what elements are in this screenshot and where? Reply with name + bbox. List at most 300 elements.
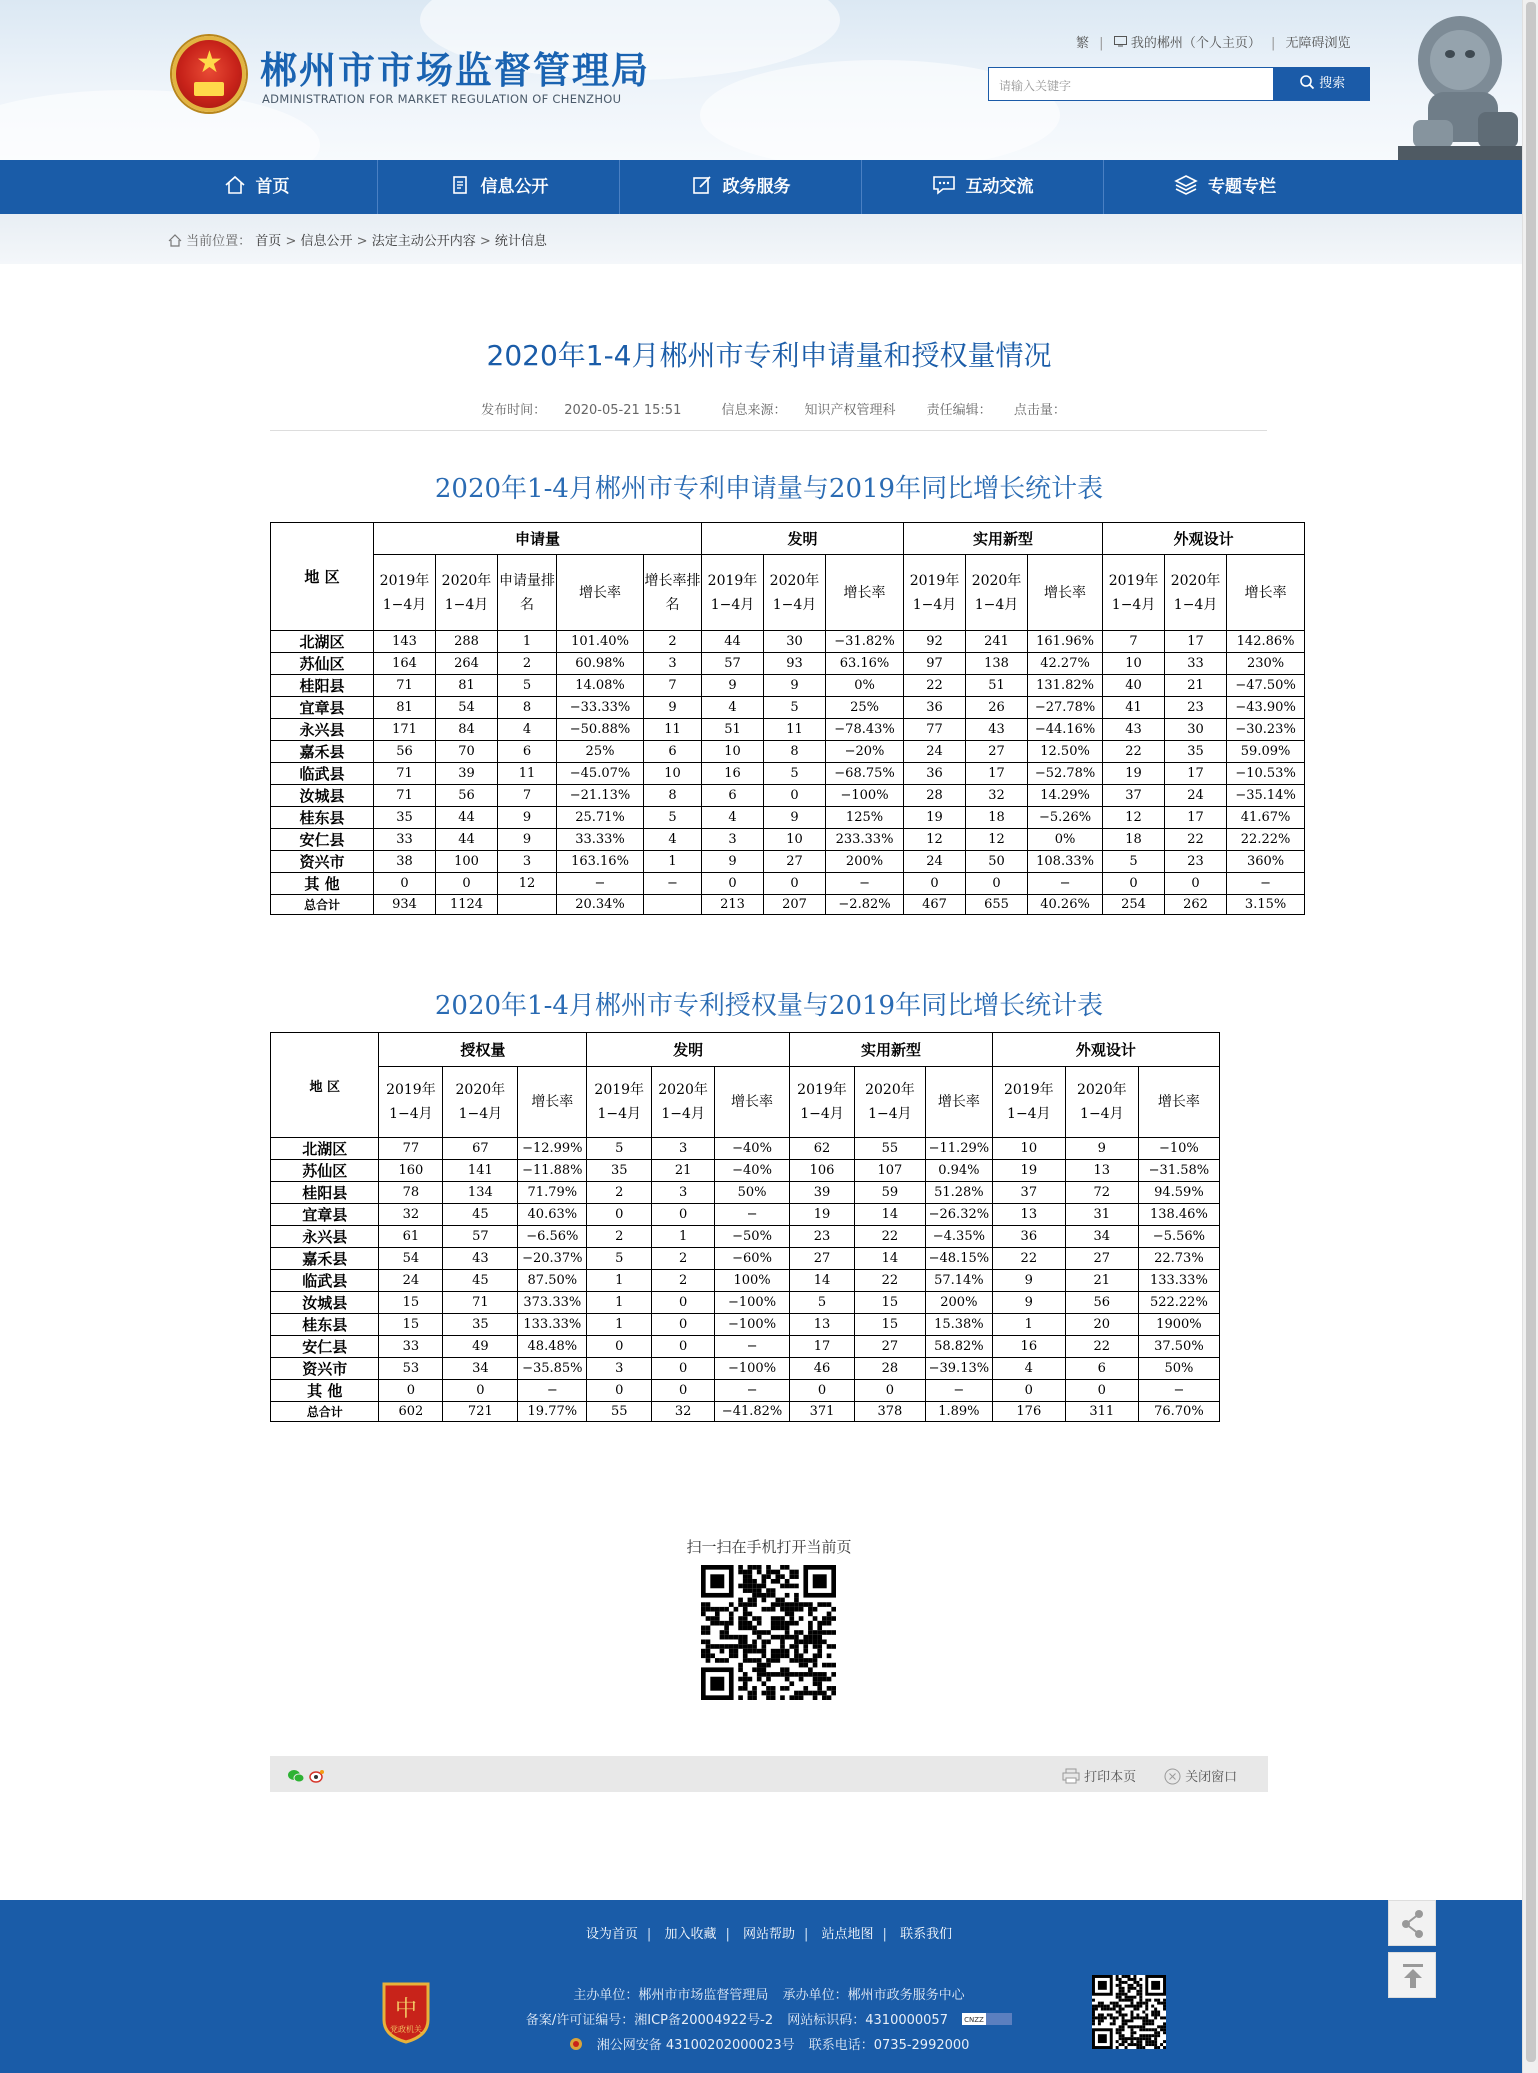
table-cell: 19 (992, 1160, 1065, 1182)
qr-module (785, 1612, 790, 1617)
qr-module (813, 1653, 818, 1658)
scrollbar[interactable] (1522, 0, 1538, 2073)
qr-module (808, 1667, 813, 1672)
qr-module (780, 1626, 785, 1631)
table-cell: 70 (436, 741, 498, 763)
table-cell: 8 (644, 785, 702, 807)
qr-module (766, 1677, 771, 1682)
table-cell: 176 (992, 1402, 1065, 1422)
qr-module (1119, 2025, 1122, 2028)
qr-module (715, 1612, 720, 1617)
table2-title: 2020年1-4月郴州市专利授权量与2019年同比增长统计表 (434, 991, 1104, 1021)
table-cell: 3 (702, 829, 764, 851)
search-button[interactable] (1274, 67, 1370, 101)
qr-module (734, 1649, 739, 1654)
qr-module (1104, 2008, 1107, 2011)
qr-module (729, 1602, 734, 1607)
qr-module (775, 1649, 780, 1654)
table-cell: 378 (854, 1402, 925, 1422)
table-cell: 200% (925, 1292, 992, 1314)
table-cell: −20% (826, 741, 904, 763)
footer-link-contact[interactable]: 联系我们 (900, 1927, 953, 1942)
qr-module (748, 1644, 753, 1649)
table-cell: 4 (992, 1358, 1065, 1380)
qr-module (1128, 1996, 1131, 1999)
qr-module (1116, 2046, 1119, 2049)
chat-icon (932, 177, 966, 197)
table-cell: 14.08% (557, 675, 644, 697)
breadcrumb-item-statutory[interactable]: 法定主动公开内容 (371, 234, 476, 249)
qr-module (789, 1607, 794, 1612)
table-cell: 5 (587, 1138, 652, 1160)
qr-module (738, 1635, 743, 1640)
qr-module (748, 1649, 753, 1654)
table-row (271, 1314, 1220, 1336)
page-title: 2020年1-4月郴州市专利申请量和授权量情况 (486, 339, 1052, 372)
site-footer (0, 1900, 1538, 2073)
qr-module (766, 1588, 771, 1593)
table-cell: 1 (587, 1292, 652, 1314)
nav-interaction[interactable] (862, 160, 1104, 214)
qr-module (762, 1598, 767, 1603)
table-cell: 12.50% (1028, 741, 1103, 763)
breadcrumb-item-info[interactable]: 信息公开 (300, 234, 353, 249)
column-header: 增长率 (925, 1067, 992, 1138)
qr-module (1154, 2043, 1157, 2046)
qr-module (808, 1630, 813, 1635)
table-cell: 42.27% (1028, 653, 1103, 675)
table-cell: 22.22% (1227, 829, 1305, 851)
table-cell: 27 (1065, 1248, 1138, 1270)
weibo-icon[interactable] (309, 1768, 325, 1787)
qr-module (1098, 2019, 1101, 2022)
qr-module (1125, 2037, 1128, 2040)
region-name: 苏仙区 (271, 653, 374, 675)
qr-module (1125, 1996, 1128, 1999)
qr-module (827, 1644, 832, 1649)
table-cell: 0 (652, 1204, 715, 1226)
table-cell: 311 (1065, 1402, 1138, 1422)
qr-module (775, 1616, 780, 1621)
table-row (271, 763, 1305, 785)
breadcrumb-item-statistics[interactable]: 统计信息 (494, 234, 547, 249)
table-cell: 11 (764, 719, 826, 741)
qr-module (822, 1695, 827, 1700)
qr-module (762, 1639, 767, 1644)
search-input[interactable]: 请输入关键字 (988, 67, 1274, 101)
column-header: 2019年1−4月 (374, 555, 436, 631)
qr-module (780, 1607, 785, 1612)
table-cell: 63.16% (826, 653, 904, 675)
stone-lion-image (1368, 2, 1533, 160)
qr-module (1098, 2002, 1101, 2005)
breadcrumb-item-home[interactable]: 首页 (255, 234, 282, 249)
qr-module (1125, 2005, 1128, 2008)
qr-module (1163, 1999, 1166, 2002)
table-cell: 9 (644, 697, 702, 719)
qr-module (785, 1630, 790, 1635)
qr-module (1142, 2025, 1145, 2028)
qr-module (1151, 1981, 1160, 1990)
table-cell: 22 (1165, 829, 1227, 851)
table-cell: 21 (1065, 1270, 1138, 1292)
qr-module (817, 1639, 822, 1644)
qr-module (1125, 1993, 1128, 1996)
qr-module (752, 1588, 757, 1593)
qr-module (1142, 2016, 1145, 2019)
site-header (0, 0, 1538, 160)
qr-module (1130, 2037, 1133, 2040)
qr-module (1148, 2043, 1151, 2046)
table-cell: 45 (443, 1270, 518, 1292)
qr-module (1145, 2019, 1148, 2022)
qr-module (743, 1649, 748, 1654)
qr-module (1163, 2028, 1166, 2031)
table-cell: 1 (587, 1314, 652, 1336)
table-cell: 160 (379, 1160, 443, 1182)
qr-module (831, 1686, 836, 1691)
qr-module (766, 1672, 771, 1677)
qr-module (1122, 2016, 1125, 2019)
qr-module (1128, 1987, 1131, 1990)
column-header: 2019年1−4月 (587, 1067, 652, 1138)
qr-module (724, 1658, 729, 1663)
source-value: 知识产权管理科 (804, 403, 896, 418)
qr-module (1133, 2005, 1136, 2008)
qr-module (794, 1658, 799, 1663)
qr-module (743, 1612, 748, 1617)
qr-module (738, 1667, 743, 1672)
qr-module (1139, 2005, 1142, 2008)
qr-module (822, 1616, 827, 1621)
qr-module (1160, 2028, 1163, 2031)
table-row (271, 1138, 1220, 1160)
qr-module (817, 1691, 822, 1696)
qr-module (1142, 2011, 1145, 2014)
table-cell: 77 (379, 1138, 443, 1160)
column-header: 增长率 (1138, 1067, 1219, 1138)
table-cell: 14 (854, 1248, 925, 1270)
qr-module (706, 1639, 711, 1644)
qr-module (1119, 2005, 1122, 2008)
table-cell: 34 (443, 1358, 518, 1380)
qr-module (1092, 2016, 1095, 2019)
table-row (271, 1380, 1220, 1402)
table-cell: 12 (966, 829, 1028, 851)
qr-module (715, 1658, 720, 1663)
qr-module (748, 1691, 753, 1696)
traditional-chinese-link[interactable]: 繁 (1076, 36, 1090, 51)
qr-module (766, 1565, 771, 1570)
footer-icp[interactable]: 备案/许可证编号：湘ICP备20004922号-2 (525, 2013, 774, 2028)
qr-module (743, 1686, 748, 1691)
qr-module (1098, 2005, 1101, 2008)
svg-text:CNZZ: CNZZ (964, 2016, 984, 2024)
qr-module (780, 1649, 785, 1654)
column-header: 增长率 (518, 1067, 587, 1138)
table-cell: 34 (1065, 1226, 1138, 1248)
qr-module (748, 1602, 753, 1607)
qr-module (817, 1626, 822, 1631)
qr-module (757, 1672, 762, 1677)
qr-module (752, 1649, 757, 1654)
qr-module (743, 1602, 748, 1607)
qr-module (1133, 1981, 1136, 1984)
qr-module (831, 1644, 836, 1649)
qr-module (817, 1635, 822, 1640)
footer-police[interactable]: 湘公网安备 43100202000023号 (596, 2038, 795, 2053)
qr-module (729, 1612, 734, 1617)
table-cell: 94.59% (1138, 1182, 1219, 1204)
qr-module (1130, 2005, 1133, 2008)
scrollbar-thumb[interactable] (1526, 2, 1536, 2062)
table-cell: − (1028, 873, 1103, 895)
qr-module (1136, 1984, 1139, 1987)
qr-module (813, 1644, 818, 1649)
qr-module (799, 1630, 804, 1635)
qr-module (794, 1602, 799, 1607)
qr-module (780, 1695, 785, 1700)
qr-module (1130, 2043, 1133, 2046)
nav-info-disclosure-label: 信息公开 (480, 177, 549, 197)
table-cell: −100% (715, 1292, 790, 1314)
table-cell: 61 (379, 1226, 443, 1248)
qr-module (780, 1602, 785, 1607)
table-cell: 141 (443, 1160, 518, 1182)
table-cell: 522.22% (1138, 1292, 1219, 1314)
table-cell: 51.28% (925, 1182, 992, 1204)
share-float-button[interactable] (1388, 1900, 1436, 1946)
table-cell: 40.26% (1028, 895, 1103, 915)
table-cell: 2 (652, 1248, 715, 1270)
nav-gov-services[interactable] (620, 160, 862, 214)
qr-module (771, 1621, 776, 1626)
qr-module (794, 1607, 799, 1612)
table-cell: 24 (379, 1270, 443, 1292)
police-badge-icon (569, 2038, 583, 2053)
back-to-top-button[interactable] (1388, 1952, 1436, 1998)
qr-module (1136, 2043, 1139, 2046)
qr-module (762, 1584, 767, 1589)
qr-module (1145, 2008, 1148, 2011)
qr-module (752, 1658, 757, 1663)
table-cell: 16 (702, 763, 764, 785)
qr-module (789, 1584, 794, 1589)
table-cell: 44 (702, 631, 764, 653)
footer-link-help[interactable]: 网站帮助 (742, 1927, 795, 1942)
qr-module (701, 1639, 706, 1644)
table-cell: −45.07% (557, 763, 644, 785)
qr-module (1110, 2022, 1113, 2025)
qr-module (1122, 2043, 1125, 2046)
column-header: 增长率 (1028, 555, 1103, 631)
qr-module (748, 1579, 753, 1584)
qr-module (738, 1616, 743, 1621)
table-cell: 213 (702, 895, 764, 915)
qr-module (1145, 2040, 1148, 2043)
table-cell: 33.33% (557, 829, 644, 851)
table-cell: 3 (498, 851, 557, 873)
qr-module (1136, 1993, 1139, 1996)
nav-info-disclosure[interactable] (378, 160, 620, 214)
table-cell: 142.86% (1227, 631, 1305, 653)
table-row (271, 1358, 1220, 1380)
qr-module (743, 1607, 748, 1612)
qr-module (780, 1653, 785, 1658)
region-name: 永兴县 (271, 719, 374, 741)
table-cell: 360% (1227, 851, 1305, 873)
table-cell: 43 (966, 719, 1028, 741)
national-emblem-icon: ★ (172, 36, 246, 112)
table-cell: − (715, 1204, 790, 1226)
qr-module (1154, 2011, 1157, 2014)
home-outline-icon (168, 234, 182, 249)
arrow-up-icon (1389, 1984, 1437, 2003)
table-cell: 15 (379, 1314, 443, 1336)
footer-link-bookmark[interactable]: 加入收藏 (664, 1927, 717, 1942)
qr-module (724, 1607, 729, 1612)
table-cell: 22 (904, 675, 966, 697)
table-cell: 23 (1165, 697, 1227, 719)
table-cell: 0 (854, 1380, 925, 1402)
qr-module (762, 1653, 767, 1658)
qr-module (706, 1649, 711, 1654)
table-cell: 30 (1165, 719, 1227, 741)
table-cell: 100% (715, 1270, 790, 1292)
qr-module (1142, 2037, 1145, 2040)
qr-module (822, 1663, 827, 1668)
qr-module (785, 1667, 790, 1672)
region-name: 苏仙区 (271, 1160, 379, 1182)
breadcrumb-separator: > (356, 234, 368, 249)
group-header: 实用新型 (790, 1033, 993, 1067)
qr-module (1139, 2002, 1142, 2005)
qr-module (1130, 1999, 1133, 2002)
qr-module (1136, 2002, 1139, 2005)
qr-module (748, 1695, 753, 1700)
table-cell: 81 (374, 697, 436, 719)
my-chenzhou-link[interactable]: 我的郴州（个人主页） (1130, 36, 1261, 51)
qr-module (1145, 1999, 1148, 2002)
qr-module (743, 1621, 748, 1626)
table-row (271, 807, 1305, 829)
qr-module (706, 1653, 711, 1658)
table-cell: 171 (374, 719, 436, 741)
group-header: 发明 (702, 523, 904, 555)
table-cell: 106 (790, 1160, 855, 1182)
qr-module (1119, 2031, 1122, 2034)
qr-module (1116, 2002, 1119, 2005)
qr-module (1130, 2011, 1133, 2014)
qr-module (752, 1579, 757, 1584)
table-cell: 0 (587, 1380, 652, 1402)
qr-module (827, 1677, 832, 1682)
qr-module (766, 1686, 771, 1691)
footer-link-set-home[interactable]: 设为首页 (585, 1927, 638, 1942)
qr-module (822, 1639, 827, 1644)
table-cell: −40% (715, 1138, 790, 1160)
qr-module (785, 1635, 790, 1640)
table-cell: 36 (904, 763, 966, 785)
qr-module (1095, 2008, 1098, 2011)
qr-module (1113, 2002, 1116, 2005)
qr-module (1133, 2043, 1136, 2046)
close-window-button[interactable] (1164, 1766, 1237, 1785)
table-cell: 6 (644, 741, 702, 763)
qr-module (729, 1621, 734, 1626)
nav-home[interactable] (136, 160, 378, 214)
print-button[interactable] (1062, 1766, 1136, 1785)
table-cell: 19 (904, 807, 966, 829)
footer-link-sitemap[interactable]: 站点地图 (821, 1927, 874, 1942)
table-cell: 22 (992, 1248, 1065, 1270)
table-cell: 55 (854, 1138, 925, 1160)
qr-module (1154, 1999, 1157, 2002)
table-cell: 16 (992, 1336, 1065, 1358)
qr-module (808, 1626, 813, 1631)
nav-special-topics[interactable] (1104, 160, 1346, 214)
qr-module (701, 1630, 706, 1635)
table-cell: 55 (587, 1402, 652, 1422)
search-icon (1299, 76, 1319, 91)
publish-time: 2020-05-21 15:51 (564, 403, 682, 418)
qr-module (799, 1653, 804, 1658)
qr-module (1139, 1996, 1142, 1999)
qr-module (729, 1653, 734, 1658)
table-cell: −11.29% (925, 1138, 992, 1160)
table-cell: 0 (652, 1314, 715, 1336)
table-cell: 0 (1165, 873, 1227, 895)
qr-module (1119, 2043, 1122, 2046)
qr-module (1122, 2025, 1125, 2028)
cnzz-badge-icon[interactable] (962, 2013, 1012, 2028)
table-cell: 44 (436, 807, 498, 829)
accessibility-link[interactable]: 无障碍浏览 (1285, 36, 1351, 51)
qr-module (813, 1695, 818, 1700)
qr-module (1125, 1975, 1128, 1978)
column-header: 2019年1−4月 (904, 555, 966, 631)
qr-module (1130, 2025, 1133, 2028)
region-name: 资兴市 (271, 1358, 379, 1380)
qr-module (1119, 2034, 1122, 2037)
qr-module (1154, 2034, 1157, 2037)
qr-module (780, 1598, 785, 1603)
site-title[interactable]: 郴州市市场监督管理局 (260, 49, 650, 92)
qr-module (789, 1570, 794, 1575)
qr-module (1092, 2008, 1095, 2011)
table-cell: 9 (992, 1270, 1065, 1292)
table-cell: 233.33% (826, 829, 904, 851)
qr-module (794, 1649, 799, 1654)
qr-module (766, 1593, 771, 1598)
qr-module (1163, 2002, 1166, 2005)
qr-module (720, 1621, 725, 1626)
table-cell: 57 (443, 1226, 518, 1248)
table-cell: 49 (443, 1336, 518, 1358)
qr-module (738, 1621, 743, 1626)
wechat-icon[interactable] (288, 1768, 304, 1787)
table-cell: 77 (904, 719, 966, 741)
table-cell: 134 (443, 1182, 518, 1204)
table-cell: −31.82% (826, 631, 904, 653)
table-cell: −50% (715, 1226, 790, 1248)
table-cell: 161.96% (1028, 631, 1103, 653)
qr-module (720, 1649, 725, 1654)
qr-module (762, 1593, 767, 1598)
table-cell: 84 (436, 719, 498, 741)
table-cell: 241 (966, 631, 1028, 653)
qr-module (1092, 1999, 1095, 2002)
